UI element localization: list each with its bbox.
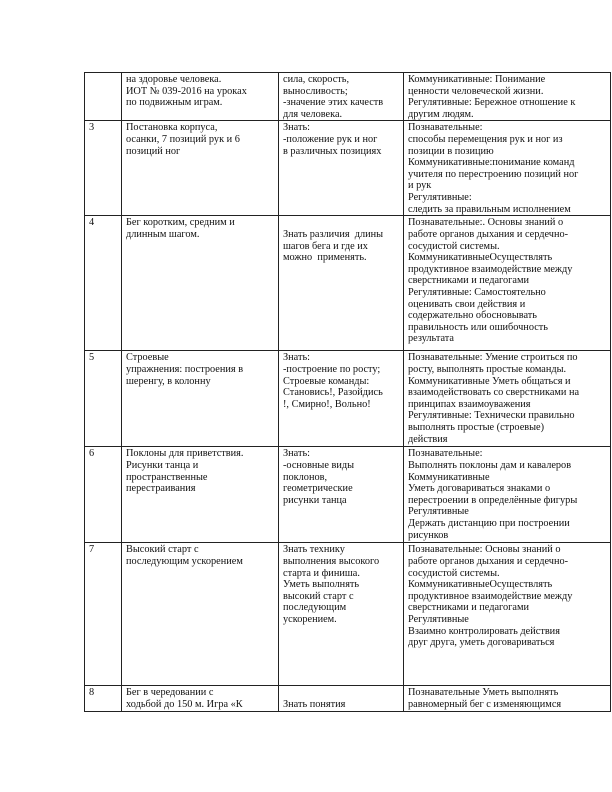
row-number: 4 (89, 217, 95, 229)
uud-line: Регулятивные: Технически правильно (408, 410, 575, 422)
uud-line: Выполнять поклоны дам и кавалеров (408, 459, 572, 471)
knowledge-line: высокий старт с (283, 590, 354, 602)
knowledge-line: Знать: (283, 352, 311, 364)
topic-line: позиций ног (126, 145, 181, 157)
knowledge-line (283, 687, 400, 699)
knowledge-line: рисунки танца (283, 494, 347, 506)
uud-line: Регулятивные: Самостоятельно (408, 286, 546, 298)
knowledge-line: в различных позициях (283, 145, 382, 157)
row-number-cell (85, 447, 122, 543)
uud-line: способы перемещения рук и ног из (408, 133, 563, 145)
uud-line: сверстниками и педагогами (408, 275, 529, 287)
knowledge-line: -положение рук и ног (283, 133, 378, 145)
uud-line: сверстниками и педагогами (408, 602, 529, 614)
knowledge-cell (279, 121, 404, 216)
topic-line: ходьбой до 150 м. Игра «К (126, 698, 243, 710)
uud-line: Познавательные:. Основы знаний о (408, 217, 564, 229)
knowledge-line: Знать технику (283, 544, 345, 556)
knowledge-cell (279, 686, 404, 712)
row-number: 6 (89, 448, 95, 460)
uud-line: другим людям. (408, 108, 474, 120)
knowledge-cell (279, 216, 404, 351)
knowledge-line: ускорением. (283, 613, 337, 625)
uud-line: следить за правильным исполнением (408, 203, 571, 215)
topic-line: пространственные (126, 471, 208, 483)
uud-line: друг друга, уметь договариваться (408, 637, 555, 649)
row-number: 3 (89, 122, 95, 134)
uud-line: позиции в позицию (408, 145, 494, 157)
uud-line: Коммуникативные (408, 471, 490, 483)
uud-line: Держать дистанцию при построении (408, 517, 570, 529)
uud-line: Познавательные Уметь выполнять (408, 687, 559, 699)
topic-cell (122, 686, 279, 712)
knowledge-line: сила, скорость, (283, 74, 350, 85)
topic-line: по подвижным играм. (126, 97, 223, 109)
topic-line: Поклоны для приветствия. (126, 448, 244, 460)
topic-line: на здоровье человека. (126, 74, 222, 85)
uud-line: Познавательные: Умение строиться по (408, 352, 578, 364)
uud-line: взаимодействовать со сверстниками на (408, 387, 580, 399)
knowledge-cell (279, 543, 404, 686)
uud-line: Коммуникативные: Понимание (408, 74, 546, 85)
uud-line: сосудистой системы. (408, 240, 500, 252)
topic-cell (122, 121, 279, 216)
row-number: 8 (89, 687, 95, 699)
uud-line: принципах взаимоуважения (408, 398, 531, 410)
knowledge-line: Знать: (283, 448, 311, 460)
topic-line: упражнения: построения в (126, 363, 244, 375)
uud-cell (404, 73, 611, 121)
row-number: 5 (89, 352, 95, 364)
uud-line: оценивать свои действия и (408, 298, 526, 310)
topic-line: ИОТ № 039-2016 на уроках (126, 85, 247, 97)
uud-cell (404, 216, 611, 351)
lesson-plan-table (84, 72, 611, 712)
uud-line: Регулятивные: (408, 191, 472, 203)
topic-line: Бег коротким, средним и (126, 217, 235, 229)
knowledge-line: -построение по росту; (283, 363, 381, 375)
knowledge-line: Становись!, Разойдись (283, 387, 383, 399)
uud-line: Регулятивные (408, 506, 469, 518)
topic-line: Бег в чередовании с (126, 687, 214, 699)
knowledge-line: старта и финиша. (283, 567, 360, 579)
knowledge-line: выполнения высокого (283, 555, 380, 567)
uud-line: Коммуникативные:понимание команд (408, 157, 575, 169)
topic-cell (122, 216, 279, 351)
uud-line: Взаимно контролировать действия (408, 625, 560, 637)
topic-cell (122, 73, 279, 121)
topic-cell (122, 351, 279, 447)
table-row (85, 73, 611, 121)
topic-line: осанки, 7 позиций рук и 6 (126, 133, 240, 145)
knowledge-cell (279, 447, 404, 543)
knowledge-line: последующим (283, 602, 347, 614)
topic-line: последующим ускорением (126, 555, 243, 567)
uud-line: и рук (408, 180, 432, 192)
knowledge-line: можно применять. (283, 252, 367, 264)
row-number-cell (85, 216, 122, 351)
topic-line: Постановка корпуса, (126, 122, 218, 134)
knowledge-line: для человека. (283, 108, 343, 120)
knowledge-line: шагов бега и где их (283, 240, 368, 252)
uud-line: перестроении в определённые фигуры (408, 494, 578, 506)
uud-line: учителя по перестроению позиций ног (408, 168, 579, 180)
topic-line: Высокий старт с (126, 544, 199, 556)
table-row (85, 121, 611, 216)
uud-line: равномерный бег с изменяющимся (408, 698, 562, 710)
uud-cell (404, 447, 611, 543)
topic-line: длинным шагом. (126, 228, 200, 240)
knowledge-line: Строевые команды: (283, 375, 370, 387)
row-number-cell (85, 351, 122, 447)
knowledge-line: !, Смирно!, Вольно! (283, 398, 371, 410)
uud-line: результата (408, 333, 454, 345)
uud-line: продуктивное взаимодействие между (408, 590, 573, 602)
row-number-cell (85, 686, 122, 712)
knowledge-line: Знать понятия (283, 698, 346, 710)
uud-line: работе органов дыхания и сердечно- (408, 555, 569, 567)
knowledge-line: Уметь выполнять (283, 579, 360, 591)
table-row (85, 543, 611, 686)
uud-line: Регулятивные (408, 613, 469, 625)
knowledge-line: выносливость; (283, 85, 348, 97)
knowledge-cell (279, 73, 404, 121)
table-row (85, 686, 611, 712)
uud-line: выполнять простые (строевые) (408, 421, 545, 433)
uud-cell (404, 121, 611, 216)
uud-line: Познавательные: (408, 122, 483, 134)
knowledge-line: Знать: (283, 122, 311, 134)
topic-cell (122, 543, 279, 686)
uud-line: Познавательные: Основы знаний о (408, 544, 561, 556)
knowledge-line: -основные виды (283, 459, 355, 471)
table-row (85, 447, 611, 543)
uud-line: КоммуникативныеОсуществлять (408, 579, 553, 591)
uud-line: работе органов дыхания и сердечно- (408, 228, 569, 240)
uud-cell (404, 686, 611, 712)
topic-line: шеренгу, в колонну (126, 375, 211, 387)
uud-line: действия (408, 433, 448, 445)
topic-cell (122, 447, 279, 543)
uud-line: КоммуникативныеОсуществлять (408, 252, 553, 264)
row-number: 7 (89, 544, 95, 556)
row-number-cell (85, 73, 122, 121)
table-body (85, 73, 611, 712)
knowledge-line: поклонов, (283, 471, 328, 483)
uud-line: правильность или ошибочность (408, 321, 548, 333)
uud-line: содержательно обосновывать (408, 310, 537, 322)
uud-cell (404, 543, 611, 686)
topic-line: Рисунки танца и (126, 459, 199, 471)
uud-cell (404, 351, 611, 447)
knowledge-line: Знать различия длины (283, 228, 384, 240)
row-number-cell (85, 121, 122, 216)
knowledge-line (283, 217, 400, 229)
uud-line: Уметь договариваться знаками о (408, 483, 551, 495)
uud-line: Коммуникативные Уметь общаться и (408, 375, 571, 387)
uud-line: росту, выполнять простые команды. (408, 363, 567, 375)
uud-line: Познавательные: (408, 448, 483, 460)
uud-line: ценности человеческой жизни. (408, 85, 544, 97)
uud-line: Регулятивные: Бережное отношение к (408, 97, 576, 109)
knowledge-line: -значение этих качеств (283, 97, 384, 109)
table-row (85, 216, 611, 351)
uud-line: продуктивное взаимодействие между (408, 263, 573, 275)
topic-line: перестраивания (126, 483, 196, 495)
uud-line: рисунков (408, 529, 449, 541)
knowledge-line: геометрические (283, 483, 353, 495)
table-row (85, 351, 611, 447)
knowledge-cell (279, 351, 404, 447)
uud-line: сосудистой системы. (408, 567, 500, 579)
row-number-cell (85, 543, 122, 686)
topic-line: Строевые (126, 352, 169, 364)
